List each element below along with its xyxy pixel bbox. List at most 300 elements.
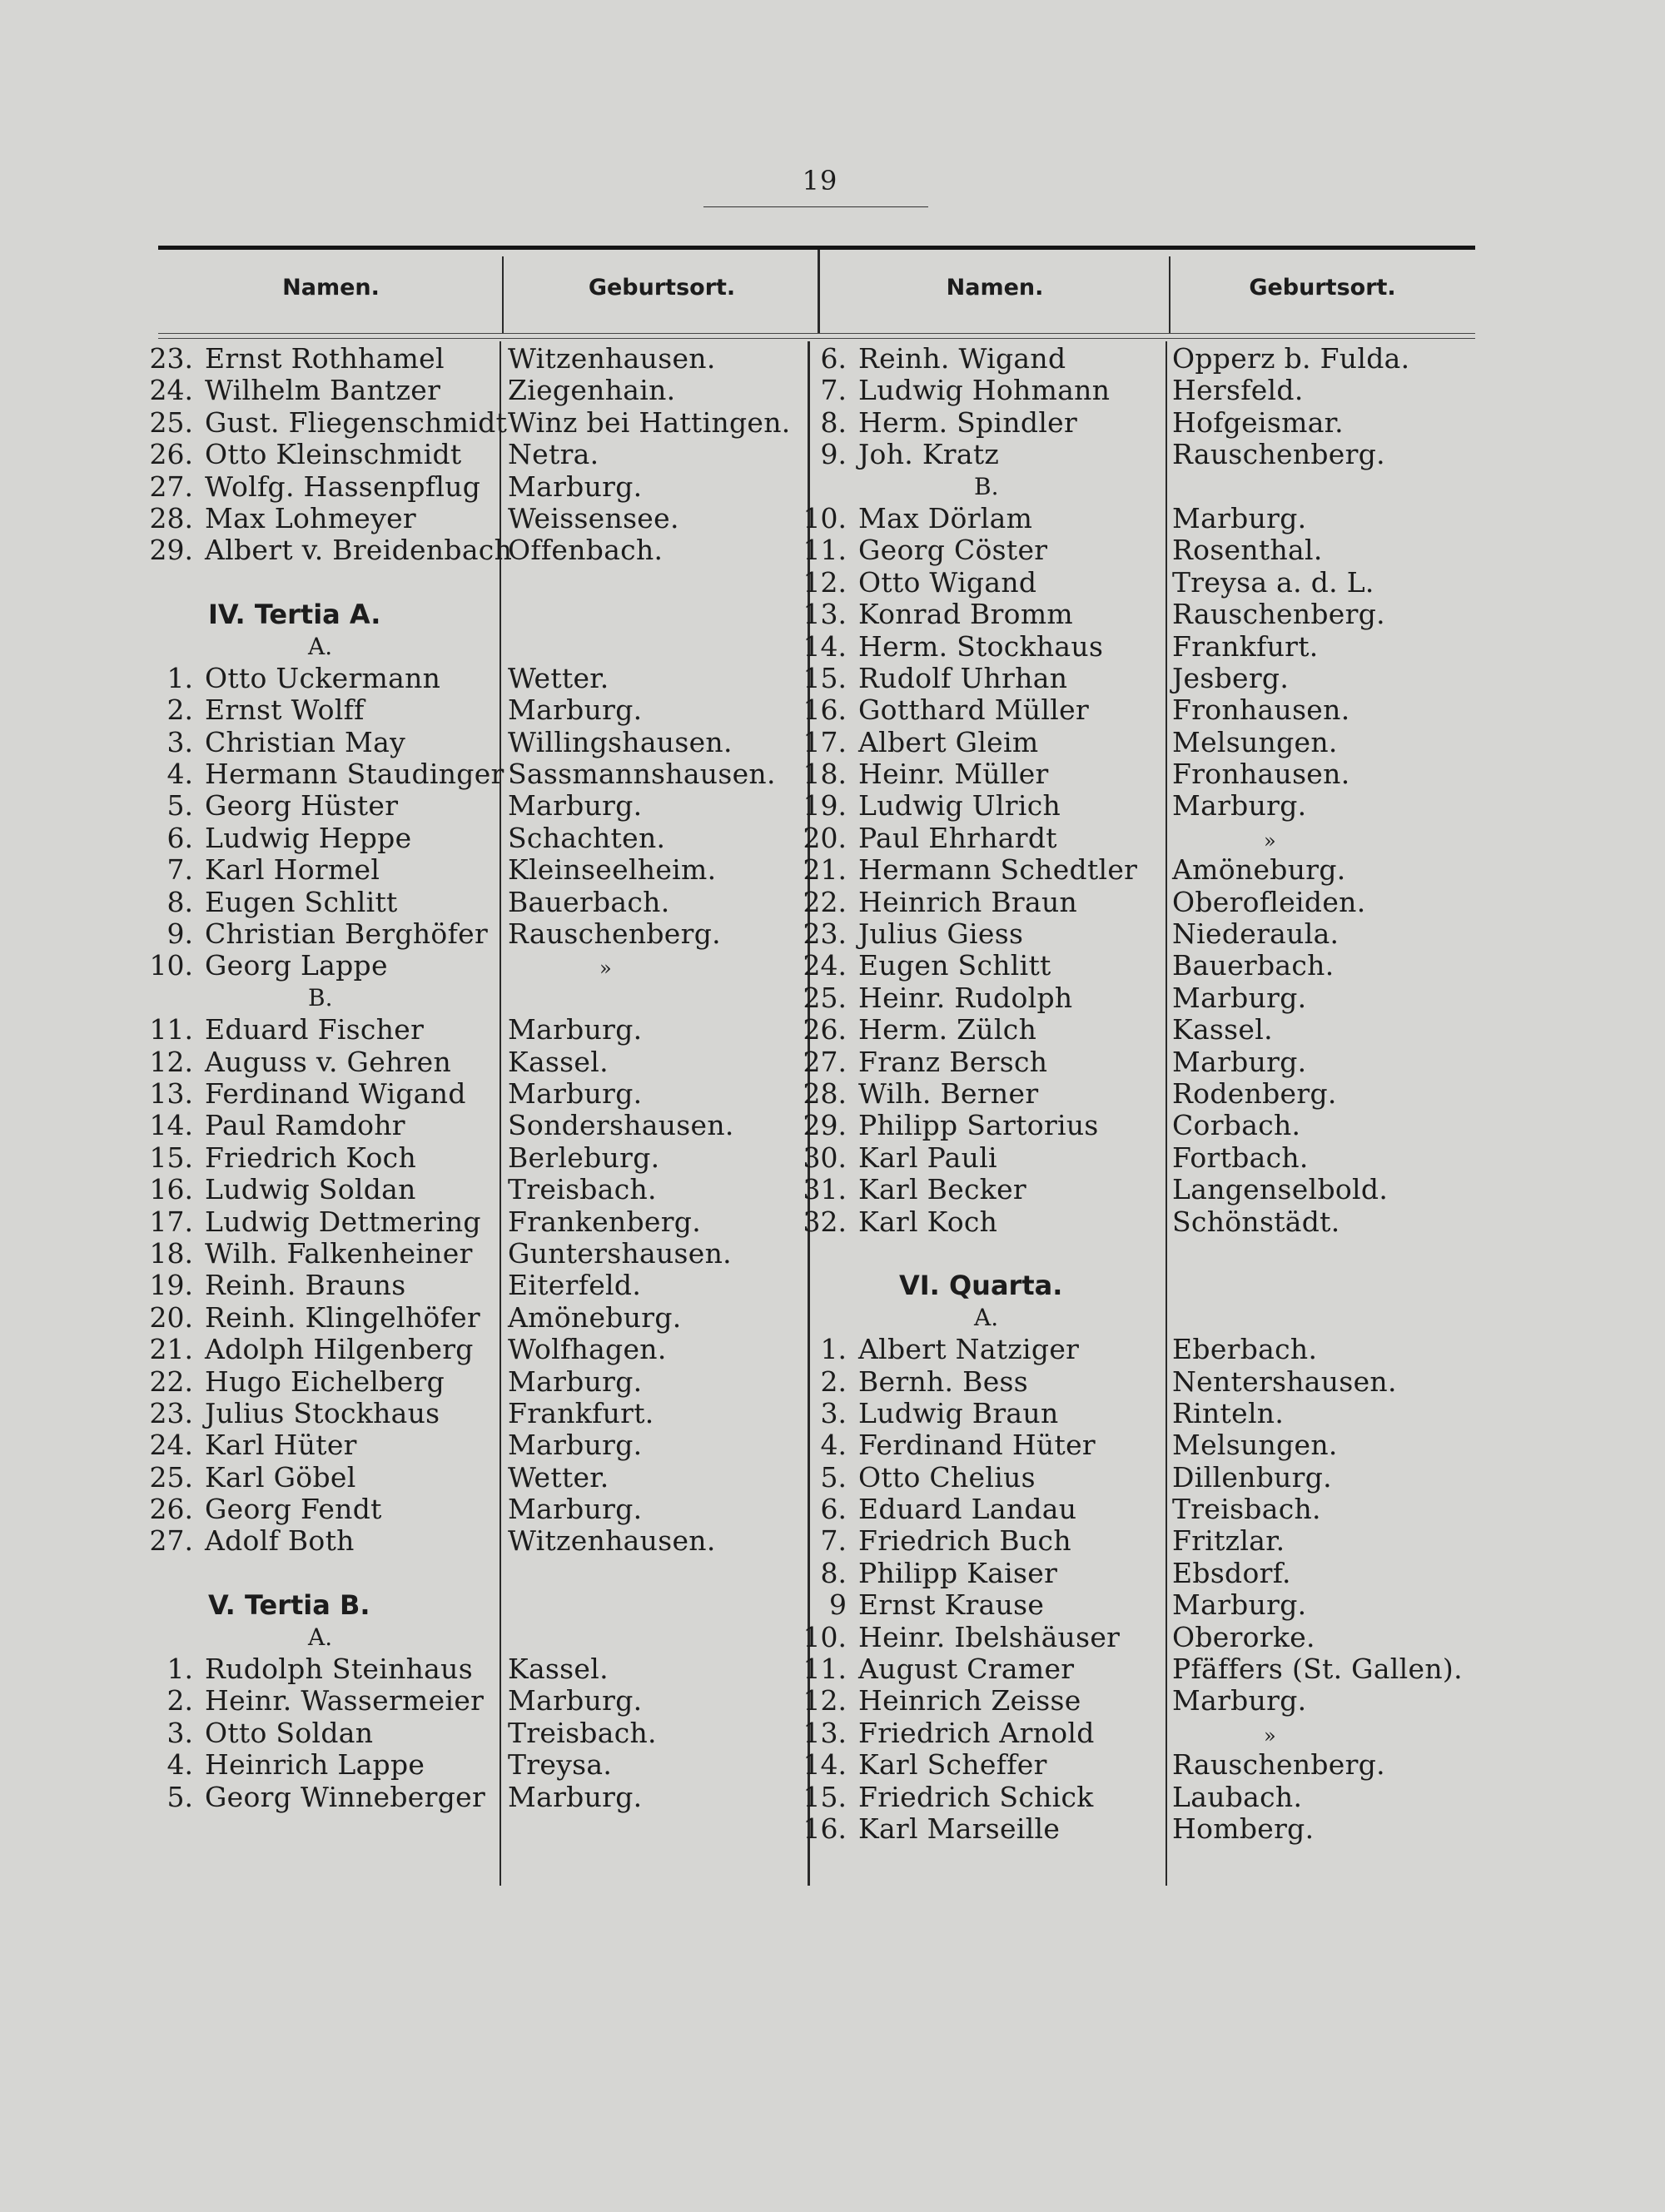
entry-number: 21. [149, 1333, 193, 1366]
student-name: Georg Winneberger [205, 1780, 486, 1813]
header-names-left: Namen. [282, 275, 380, 301]
entry-number: 13. [803, 1716, 847, 1749]
entry-number: 1. [820, 1333, 847, 1366]
table-row [142, 1270, 500, 1301]
table-row [795, 854, 1161, 886]
table-row [142, 823, 500, 854]
table-row [142, 694, 500, 726]
table-row [142, 918, 500, 950]
birthplace: Pfäffers (St. Gallen). [1172, 1653, 1463, 1686]
entry-number: 27. [149, 470, 193, 503]
page-number-rule [703, 206, 928, 207]
entry-number: 13. [149, 1076, 193, 1110]
birthplace: Langenselbold. [1172, 1173, 1389, 1206]
entry-number: 5. [820, 1460, 847, 1494]
table-row [795, 1014, 1161, 1046]
student-name: Heinrich Braun [858, 885, 1078, 918]
entry-number: 26. [803, 1013, 847, 1046]
birthplace: Amöneburg. [508, 1300, 682, 1334]
student-name: Friedrich Buch [858, 1524, 1071, 1558]
birthplace: » [1264, 1723, 1276, 1747]
birthplace: Rinteln. [1172, 1396, 1285, 1429]
student-name: Auguss v. Gehren [205, 1045, 452, 1078]
header-birthplace-left: Geburtsort. [588, 275, 736, 301]
section-heading-label: V. Tertia B. [208, 1589, 370, 1622]
table-row [795, 375, 1161, 406]
subsection-label [795, 471, 1161, 503]
birthplace: Amöneburg. [1172, 853, 1346, 887]
entry-number: 25. [803, 981, 847, 1014]
birthplace: Hersfeld. [1172, 374, 1304, 407]
birthplace: Winz bei Hattingen. [508, 405, 791, 439]
section-heading-label: IV. Tertia A. [208, 599, 381, 631]
entry-number: 18. [803, 758, 847, 791]
birthplace: Dillenburg. [1172, 1460, 1332, 1494]
table-row [142, 1525, 500, 1557]
table-row [795, 1398, 1161, 1429]
entry-number: 20. [149, 1300, 193, 1334]
birthplace: Kassel. [1172, 1013, 1273, 1046]
entry-number: 27. [149, 1524, 193, 1558]
table-row [142, 950, 500, 982]
table-row [795, 1813, 1161, 1845]
table-row [795, 1525, 1161, 1557]
student-name: Rudolf Uhrhan [858, 661, 1068, 694]
birthplace: Witzenhausen. [508, 342, 716, 375]
student-name: Reinh. Klingelhöfer [205, 1300, 480, 1334]
table-row [142, 1046, 500, 1078]
student-name: Heinrich Lappe [205, 1748, 425, 1782]
table-row [795, 823, 1161, 854]
birthplace: Wolfhagen. [508, 1333, 667, 1366]
left-birthplace-column [508, 343, 803, 1813]
birthplace: Marburg. [1172, 501, 1307, 534]
student-name: Philipp Sartorius [858, 1109, 1099, 1142]
entry-number: 3. [166, 1716, 193, 1749]
student-name: Karl Marseille [858, 1812, 1061, 1845]
entry-number: 23. [149, 1396, 193, 1429]
student-name: Albert Gleim [858, 725, 1039, 758]
entry-number: 7. [166, 853, 193, 887]
section-heading [142, 599, 500, 630]
entry-number: 5. [166, 789, 193, 823]
table-row [142, 1014, 500, 1046]
subsection-label [142, 982, 500, 1014]
birthplace: Schachten. [508, 821, 666, 854]
student-name: Heinr. Müller [858, 758, 1049, 791]
entry-number: 19. [803, 789, 847, 823]
student-name: Hermann Schedtler [858, 853, 1138, 887]
column-divider [502, 256, 504, 333]
column-divider [818, 250, 820, 333]
entry-number: 11. [803, 534, 847, 567]
table-row [795, 758, 1161, 790]
entry-number: 26. [149, 438, 193, 471]
student-name: Hermann Staudinger [205, 758, 504, 791]
birthplace: Treisbach. [508, 1173, 657, 1206]
header-bottom-rule-2 [158, 338, 1475, 339]
table-row [795, 1558, 1161, 1589]
student-name: Georg Lappe [205, 949, 388, 982]
table-row [142, 1110, 500, 1141]
table-row [795, 1685, 1161, 1717]
birthplace: Rauschenberg. [1172, 1748, 1385, 1782]
column-divider [1169, 256, 1170, 333]
table-row [142, 1685, 500, 1717]
student-name: Heinrich Zeisse [858, 1684, 1081, 1717]
left-names-column [142, 342, 513, 1813]
birthplace: Rodenberg. [1172, 1076, 1337, 1110]
student-name: Karl Scheffer [858, 1748, 1047, 1782]
birthplace: Fritzlar. [1172, 1524, 1285, 1558]
entry-number: 19. [149, 1269, 193, 1302]
entry-number: 31. [803, 1173, 847, 1206]
table-row [795, 1749, 1161, 1781]
birthplace: Marburg. [508, 1780, 643, 1813]
student-name: Karl Becker [858, 1173, 1027, 1206]
table-row [142, 790, 500, 822]
student-name: Rudolph Steinhaus [205, 1653, 473, 1686]
table-row [795, 503, 1161, 534]
subsection-label-text: B. [974, 472, 999, 500]
subsection-label [795, 1302, 1161, 1334]
column-divider [500, 341, 501, 1886]
entry-number: 12. [803, 565, 847, 599]
column-divider [1166, 341, 1167, 1886]
birthplace: Marburg. [508, 1493, 643, 1526]
entry-number: 30. [803, 1141, 847, 1174]
birthplace: Eberbach. [1172, 1333, 1318, 1366]
header-bottom-rule [158, 333, 1475, 334]
student-name: Friedrich Schick [858, 1780, 1094, 1813]
birthplace: Marburg. [508, 470, 643, 503]
birthplace: Guntershausen. [508, 1236, 732, 1270]
student-name: Otto Chelius [858, 1460, 1036, 1494]
table-row [795, 631, 1161, 663]
birthplace: Kleinseelheim. [508, 853, 717, 887]
student-name: Otto Soldan [205, 1716, 374, 1749]
student-name: Albert Natziger [858, 1333, 1080, 1366]
birthplace: Marburg. [508, 1076, 643, 1110]
header-birthplace-right: Geburtsort. [1249, 275, 1396, 301]
entry-number: 8. [820, 1556, 847, 1589]
table-row [795, 887, 1161, 918]
birthplace: Marburg. [508, 1013, 643, 1046]
table-row [142, 887, 500, 918]
student-name: Karl Pauli [858, 1141, 997, 1174]
table-row [795, 694, 1161, 726]
table-row [795, 1653, 1161, 1685]
entry-number: 1. [166, 661, 193, 694]
header-names-right: Namen. [946, 275, 1044, 301]
student-name: Ludwig Hohmann [858, 374, 1111, 407]
entry-number: 27. [803, 1045, 847, 1078]
birthplace: Wetter. [508, 1460, 609, 1494]
table-row [142, 439, 500, 470]
birthplace: Schönstädt. [1172, 1205, 1340, 1238]
student-name: Ludwig Dettmering [205, 1205, 481, 1238]
table-row [142, 375, 500, 406]
table-row [795, 1622, 1161, 1653]
student-name: Karl Koch [858, 1205, 998, 1238]
table-row [795, 790, 1161, 822]
birthplace: Marburg. [1172, 1684, 1307, 1717]
birthplace: Willingshausen. [508, 725, 733, 758]
birthplace: Marburg. [508, 1684, 643, 1717]
entry-number: 7. [820, 1524, 847, 1558]
birthplace: Melsungen. [1172, 725, 1338, 758]
birthplace: Ziegenhain. [508, 374, 676, 407]
entry-number: 29. [803, 1109, 847, 1142]
birthplace: Niederaula. [1172, 917, 1339, 951]
table-row [795, 343, 1161, 375]
entry-number: 23. [803, 917, 847, 951]
birthplace: Kassel. [508, 1045, 609, 1078]
entry-number: 4. [820, 1429, 847, 1462]
table-row [795, 1494, 1161, 1525]
entry-number: 10. [149, 949, 193, 982]
birthplace: Berleburg. [508, 1141, 660, 1174]
entry-number: 14. [803, 629, 847, 663]
student-name: Karl Hormel [205, 853, 380, 887]
entry-number: 4. [166, 758, 193, 791]
table-row [142, 1078, 500, 1110]
entry-number: 29. [149, 534, 193, 567]
student-name: Eduard Landau [858, 1493, 1077, 1526]
table-row [795, 1142, 1161, 1174]
birthplace: Wetter. [508, 661, 609, 694]
table-row [795, 439, 1161, 470]
birthplace: Ebsdorf. [1172, 1556, 1291, 1589]
birthplace: Nentershausen. [1172, 1364, 1397, 1398]
table-row [142, 503, 500, 534]
table-row [142, 1782, 500, 1813]
entry-number: 11. [149, 1013, 193, 1046]
table-row [142, 1302, 500, 1334]
entry-number: 15. [803, 661, 847, 694]
entry-number: 24. [149, 374, 193, 407]
table-row [795, 1206, 1161, 1238]
student-name: Wilh. Berner [858, 1076, 1039, 1110]
table-row [795, 663, 1161, 694]
student-name: Konrad Bromm [858, 598, 1074, 631]
student-name: Otto Wigand [858, 565, 1037, 599]
student-name: Wilh. Falkenheiner [205, 1236, 473, 1270]
entry-number: 2. [820, 1364, 847, 1398]
birthplace: Frankfurt. [508, 1396, 654, 1429]
birthplace: Frankfurt. [1172, 629, 1319, 663]
entry-number: 26. [149, 1493, 193, 1526]
student-name: Franz Bersch [858, 1045, 1048, 1078]
student-name: Ludwig Soldan [205, 1173, 416, 1206]
birthplace: Bauerbach. [508, 885, 670, 918]
right-names-column [795, 343, 1161, 1845]
entry-number: 11. [803, 1653, 847, 1686]
table-row [795, 1717, 1161, 1749]
birthplace: Homberg. [1172, 1812, 1315, 1845]
student-name: Ferdinand Wigand [205, 1076, 466, 1110]
student-name: Ernst Rothhamel [205, 342, 445, 375]
birthplace: Treysa. [508, 1748, 613, 1782]
student-name: Heinr. Wassermeier [205, 1684, 485, 1717]
section-heading-label: VI. Quarta. [899, 1270, 1063, 1302]
birthplace: Rauschenberg. [1172, 438, 1385, 471]
entry-number: 1. [166, 1653, 193, 1686]
subsection-label-text: A. [308, 1623, 333, 1651]
student-name: Adolf Both [205, 1524, 355, 1558]
birthplace: Rauschenberg. [508, 917, 721, 951]
student-name: Joh. Kratz [858, 438, 1000, 471]
table-row [795, 982, 1161, 1014]
table-row [795, 1046, 1161, 1078]
student-name: Eugen Schlitt [858, 949, 1051, 982]
entry-number: 25. [149, 1460, 193, 1494]
table-row [142, 758, 504, 791]
birthplace: Marburg. [508, 789, 643, 823]
student-name: Ernst Wolff [205, 693, 365, 727]
student-name: Eduard Fischer [205, 1013, 425, 1046]
student-name: Heinr. Ibelshäuser [858, 1620, 1121, 1653]
birthplace: Jesberg. [1172, 661, 1290, 694]
student-name: Herm. Zülch [858, 1013, 1037, 1046]
table-row [795, 1429, 1161, 1461]
birthplace: Frankenberg. [508, 1205, 702, 1238]
student-name: Ludwig Braun [858, 1396, 1059, 1429]
student-name: August Cramer [858, 1653, 1075, 1686]
student-name: Paul Ramdohr [205, 1109, 405, 1142]
student-name: Gotthard Müller [858, 693, 1090, 727]
entry-number: 2. [166, 1684, 193, 1717]
entry-number: 17. [149, 1205, 193, 1238]
student-name: Karl Hüter [205, 1429, 357, 1462]
entry-number: 15. [149, 1141, 193, 1174]
entry-number: 14. [803, 1748, 847, 1782]
student-name: Karl Göbel [205, 1460, 356, 1494]
birthplace: Kassel. [508, 1653, 609, 1686]
entry-number: 21. [803, 853, 847, 887]
table-row [142, 1494, 500, 1525]
birthplace: Melsungen. [1172, 1429, 1338, 1462]
student-name: Herm. Spindler [858, 405, 1078, 439]
student-name: Adolph Hilgenberg [205, 1333, 474, 1366]
entry-number: 16. [803, 1812, 847, 1845]
table-row [142, 1366, 500, 1398]
birthplace: Oberofleiden. [1172, 885, 1366, 918]
entry-number: 32. [803, 1205, 847, 1238]
table-top-rule [158, 246, 1475, 250]
entry-number: 28. [803, 1076, 847, 1110]
birthplace: Witzenhausen. [508, 1524, 716, 1558]
table-row [142, 1749, 500, 1781]
subsection-label-text: A. [974, 1303, 999, 1331]
entry-number: 6. [166, 821, 193, 854]
table-row [795, 1110, 1161, 1141]
birthplace: Offenbach. [508, 534, 664, 567]
student-name: Gust. Fliegenschmidt [205, 405, 508, 439]
entry-number: 14. [149, 1109, 193, 1142]
entry-number: 28. [149, 501, 193, 534]
table-row [795, 1174, 1161, 1205]
student-name: Georg Fendt [205, 1493, 382, 1526]
entry-number: 18. [149, 1236, 193, 1270]
birthplace: Hofgeismar. [1172, 405, 1344, 439]
birthplace: Fronhausen. [1172, 693, 1350, 727]
birthplace: Marburg. [1172, 1588, 1307, 1622]
entry-number: 16. [803, 693, 847, 727]
table-row [795, 567, 1161, 599]
student-name: Georg Hüster [205, 789, 399, 823]
entry-number: 13. [803, 598, 847, 631]
birthplace: Treisbach. [508, 1716, 657, 1749]
table-row [142, 854, 500, 886]
table-row [142, 343, 500, 375]
student-name: Albert v. Breidenbach [205, 534, 513, 567]
student-name: Georg Cöster [858, 534, 1048, 567]
subsection-label-text: A. [308, 632, 333, 660]
birthplace: Netra. [508, 438, 599, 471]
entry-number: 25. [149, 405, 193, 439]
birthplace: Oberorke. [1172, 1620, 1315, 1653]
student-name: Reinh. Brauns [205, 1269, 406, 1302]
student-name: Max Lohmeyer [205, 501, 416, 534]
student-name: Friedrich Arnold [858, 1716, 1095, 1749]
entry-number: 10. [803, 501, 847, 534]
table-row [795, 918, 1161, 950]
birthplace: Fronhausen. [1172, 758, 1350, 791]
birthplace: » [599, 957, 612, 981]
entry-number: 8. [166, 885, 193, 918]
student-name: Wilhelm Bantzer [205, 374, 441, 407]
student-name: Max Dörlam [858, 501, 1033, 534]
table-row [795, 1589, 1161, 1621]
student-name: Wolfg. Hassenpflug [205, 470, 481, 503]
birthplace: Eiterfeld. [508, 1269, 642, 1302]
entry-number: 2. [166, 693, 193, 727]
student-name: Friedrich Koch [205, 1141, 417, 1174]
table-row [142, 405, 508, 439]
student-name: Ludwig Heppe [205, 821, 412, 854]
table-row [142, 1174, 500, 1205]
entry-number: 9. [166, 917, 193, 951]
table-row [795, 534, 1161, 566]
entry-number: 24. [149, 1429, 193, 1462]
entry-number: 17. [803, 725, 847, 758]
table-row [142, 1206, 500, 1238]
entry-number: 20. [803, 821, 847, 854]
entry-number: 3. [820, 1396, 847, 1429]
birthplace: Marburg. [508, 693, 643, 727]
entry-number: 6. [820, 1493, 847, 1526]
entry-number: 8. [820, 405, 847, 439]
table-row [795, 1462, 1161, 1494]
student-name: Julius Stockhaus [205, 1396, 440, 1429]
table-row [142, 1398, 500, 1429]
table-row [142, 1462, 500, 1494]
student-name: Eugen Schlitt [205, 885, 398, 918]
student-name: Christian Berghöfer [205, 917, 489, 951]
birthplace: Laubach. [1172, 1780, 1303, 1813]
birthplace: Rosenthal. [1172, 534, 1323, 567]
student-name: Otto Kleinschmidt [205, 438, 462, 471]
entry-number: 22. [149, 1364, 193, 1398]
entry-number: 5. [166, 1780, 193, 1813]
birthplace: Bauerbach. [1172, 949, 1334, 982]
student-name: Ferdinand Hüter [858, 1429, 1096, 1462]
student-name: Bernh. Bess [858, 1364, 1028, 1398]
table-row [795, 1366, 1161, 1398]
birthplace: Opperz b. Fulda. [1172, 342, 1410, 375]
table-row [142, 1717, 500, 1749]
